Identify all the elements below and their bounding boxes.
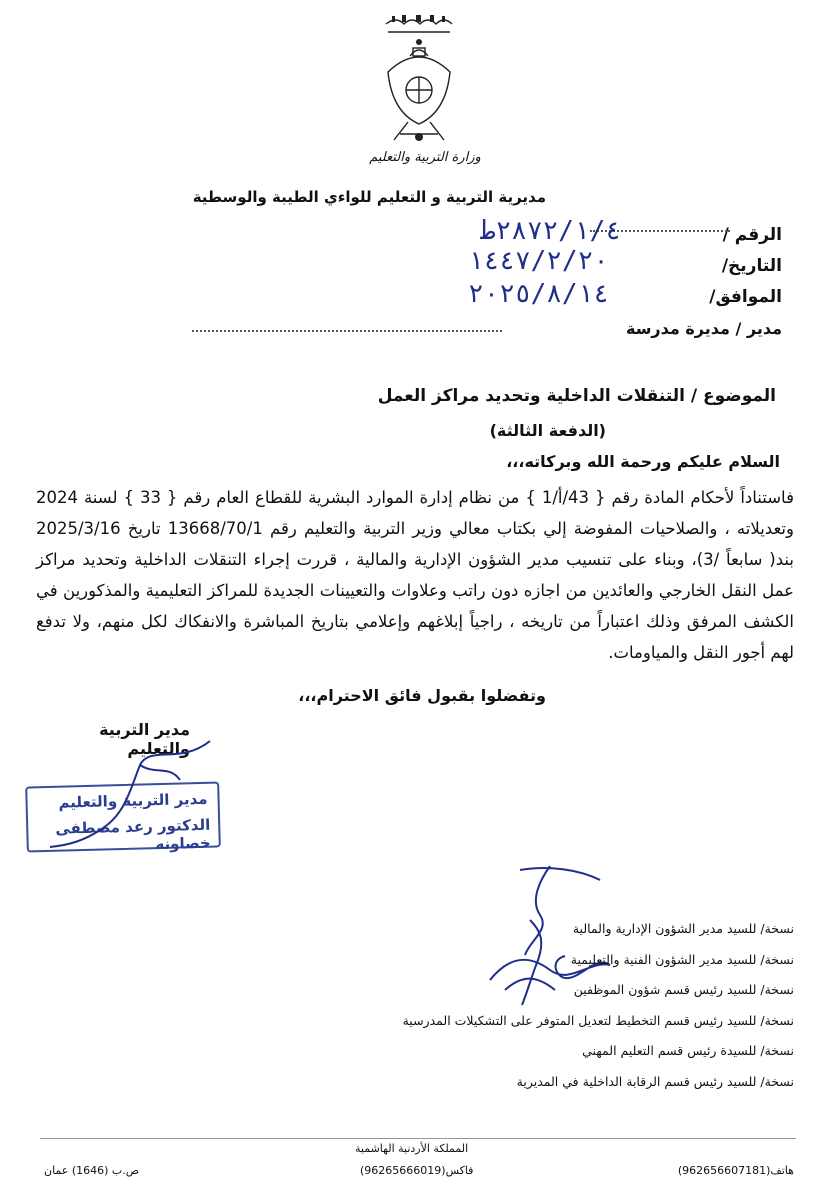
ministry-name: وزارة التربية والتعليم (369, 150, 481, 165)
gregorian-date-label: الموافق/ (709, 287, 782, 307)
coat-of-arms-emblem (380, 12, 458, 152)
directorate-name: مديرية التربية و التعليم للواءي الطيبة والوسطية (192, 188, 546, 206)
copy-recipient: نسخة/ للسيد رئيس قسم الرقابة الداخلية في المديرية (516, 1073, 794, 1089)
footer-phone: هاتف(962656607181) (677, 1164, 794, 1177)
handwritten-signature (30, 735, 230, 855)
stamp-title: مدير التربية والتعليم (58, 789, 208, 812)
copy-recipient: نسخة/ للسيد رئيس قسم شؤون الموظفين (573, 982, 794, 998)
footer-pobox: ص.ب (1646) عمان (44, 1164, 140, 1177)
greeting: السلام عليكم ورحمة الله وبركاته،،، (506, 452, 780, 471)
reference-number-value: ٢٨٧٢/١/٤ط (480, 216, 621, 246)
footer-divider (40, 1138, 796, 1139)
gregorian-date-value: ٢٠٢٥/٨/١٤ (468, 279, 609, 309)
hijri-date-value: ١٤٤٧/٢/٢٠ (468, 246, 609, 276)
footer-country: المملكة الأردنية الهاشمية (355, 1142, 469, 1155)
addressee-dotted-line (192, 330, 502, 332)
stamp-name: الدكتور رعد مصطفى خصاونه (55, 815, 211, 854)
reference-number-label: الرقم / (722, 225, 782, 245)
copy-recipient: نسخة/ للسيد مدير الشؤون الإدارية والمالية (572, 921, 794, 936)
copy-recipient: نسخة/ للسيد مدير الشؤون الفنية والتعليمية (570, 951, 794, 967)
copies-list (403, 914, 794, 1098)
addressee: مدير / مديرة مدرسة (625, 319, 782, 338)
copy-recipient: نسخة/ للسيد رئيس قسم التخطيط لتعديل المتوفر على التشكيلات المدرسية (402, 1012, 794, 1028)
signer-title: مدير التربية والتعليم (99, 720, 190, 758)
subject-batch: (الدفعة الثالثة) (489, 421, 606, 440)
hijri-date-label: التاريخ/ (721, 256, 782, 276)
letter-body: فاستناداً لأحكام المادة رقم { 43/أ/1 } من نظام إدارة الموارد البشرية للقطاع العام رقم { 33 } لسنة 2024 وتعديلاته ، والصلاحيات المفوضة إلي بكتاب معالي وزير التربية والتعليم رقم 13668/70/1 تاريخ 2025/3/16 بند( سابعاً /3)، وبناء على تنسيب مدير الشؤون الإدارية والمالية ، قررت إجراء التنقلات الداخلية وتحديد مراكز عمل النقل الخارجي والعائدين من اجازه دون راتب وعلاوات والتعيينات الجديدة للمراكز التعليمية والمذكورين في الكشف المرفق وذلك اعتباراً من تاريخه ، راجياً إبلاغهم وإعلامي بتاريخ المباشرة والانفكاك لكل منهم، ولا تدفع لهم أجور النقل والمياومات. (36, 488, 794, 662)
footer-fax: فاكس(96265666019) (360, 1164, 474, 1177)
closing-salutation: وتفضلوا بقبول فائق الاحترام،،، (298, 686, 546, 705)
subject-line: الموضوع / التنقلات الداخلية وتحديد مراكز العمل (377, 386, 776, 406)
copy-recipient: نسخة/ للسيدة رئيس قسم التعليم المهني (582, 1043, 794, 1059)
